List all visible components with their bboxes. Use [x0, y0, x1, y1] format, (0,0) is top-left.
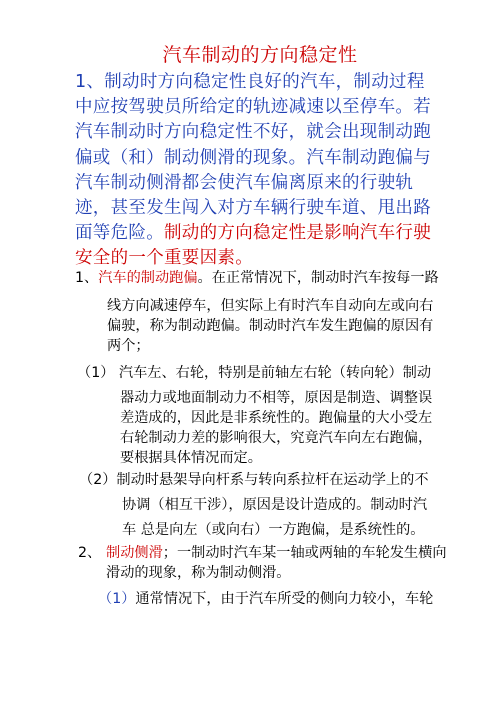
cause2-line2: 协调（相互干涉），原因是设计造成的。制动时汽 — [122, 497, 428, 513]
section1-paragraph: 线方向减速停车，但实际上有时汽车自动向左或向右偏驶，称为制动跑偏。制动时汽车发生跑偏的原因有两个； — [107, 298, 434, 354]
section2-rest: ；一制动时汽车某一轴或两轴的车轮发生横向 — [162, 545, 447, 561]
document-title: 汽车制动的方向稳定性 — [162, 44, 358, 66]
section2-term: 制动侧滑 — [106, 545, 163, 561]
cause2-line1: （2）制动时悬架导向杆系与转向系拉杆在运动学上的不 — [79, 472, 429, 488]
intro-highlight: 制动的方向稳定性是影响汽车行驶安全的一个重要因素。 — [75, 223, 431, 269]
section2-line2: 滑动的现象，称为制动侧滑。 — [106, 565, 291, 581]
intro-paragraph — [75, 70, 437, 272]
intro-text: 1、制动时方向稳定性良好的汽车，制动过程中应按驾驶员所给定的轨迹减速以至停车。若汽车制动时方向稳定性不好，就会出现制动跑偏或（和）制动侧滑的现象。汽车制动跑偏与汽车制动侧滑都会使汽车偏离原来的行驶轨迹，甚至发生闯入对方车辆行驶车道、甩出路面等危险。 — [75, 72, 431, 244]
cause1-heading-line: （1） 汽车左、右轮，特别是前轴左右轮（转向轮）制动 — [77, 365, 432, 381]
section2-heading-line — [106, 543, 456, 563]
section1-line1-rest: 。在正常情况下，制动时汽车按每一路 — [197, 270, 439, 286]
point1-text: 通常情况下，由于汽车所受的侧向力较小，车轮 — [135, 591, 434, 607]
section1-number: 1、 — [75, 270, 99, 286]
section1-heading-line — [75, 268, 455, 288]
cause1-paragraph: 器动力或地面制动力不相等，原因是制造、调整误差造成的，因此是非系统性的。跑偏量的大小受左右轮制动力差的影响很大，究竟汽车向左右跑偏，要根据具体情况而定。 — [120, 390, 433, 466]
section1-term: 汽车的制动跑偏 — [98, 270, 198, 286]
cause2-line3: 车 总是向左（或向右）一方跑偏，是系统性的。 — [122, 522, 425, 538]
section2-number: 2、 — [78, 545, 102, 561]
point1-line — [98, 589, 468, 609]
point1-marker: （1） — [98, 591, 136, 607]
